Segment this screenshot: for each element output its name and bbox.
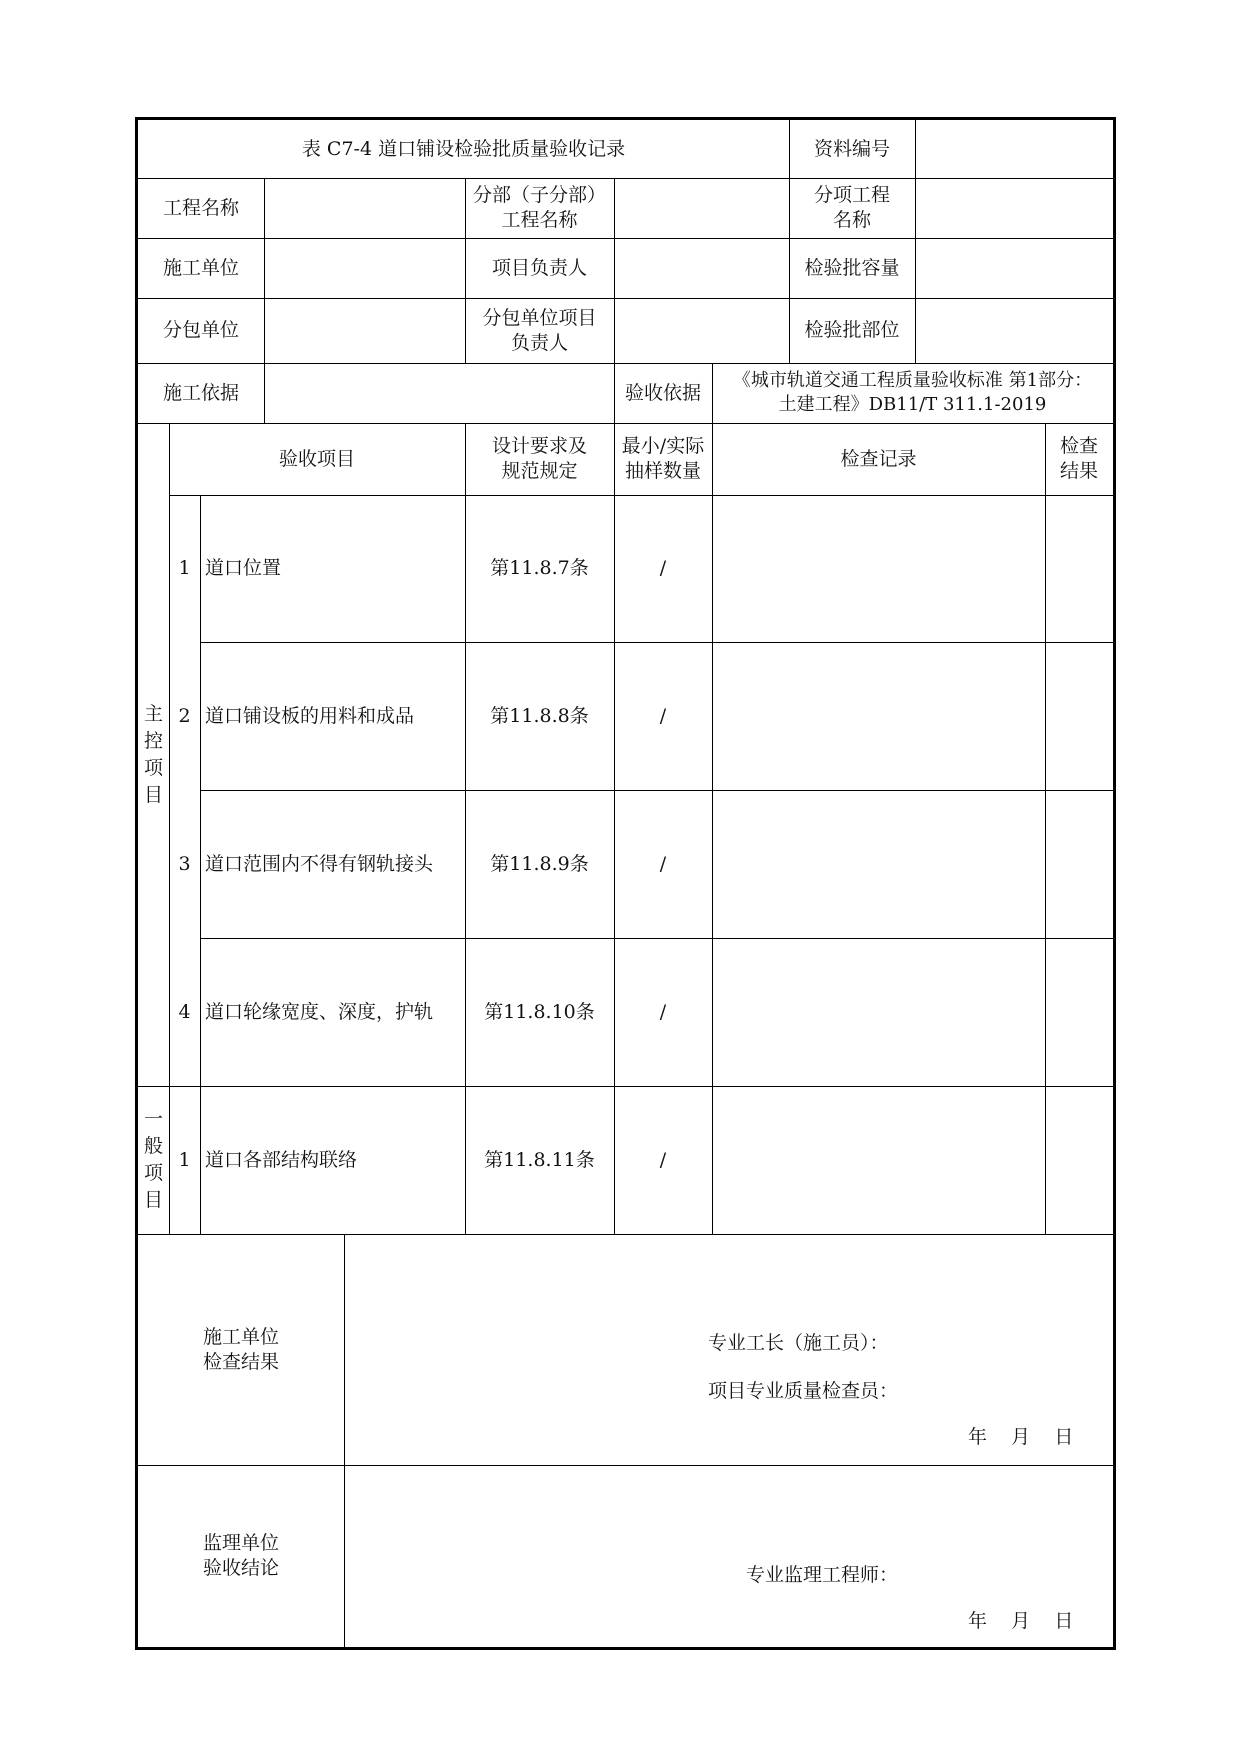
item-record-field[interactable] [712,642,1045,790]
column-header-requirement: 设计要求及 规范规定 [491,435,587,482]
constructor-field[interactable] [264,238,465,298]
form-title: 表 C7-4 道口铺设检验批质量验收记录 [301,137,626,160]
sub-division-field[interactable] [614,178,789,238]
item-name: 道口轮缘宽度、深度，护轨 [205,1000,434,1023]
batch-capacity-label: 检验批容量 [804,256,900,279]
column-header-result: 检查 结果 [1059,435,1098,482]
item-record-field[interactable] [712,790,1045,938]
project-name-label: 工程名称 [162,196,239,219]
batch-location-label: 检验批部位 [804,319,900,341]
item-name: 道口各部结构联络 [205,1148,358,1171]
acceptance-basis-label: 验收依据 [624,381,701,404]
item-record-field[interactable] [712,1086,1045,1234]
col-divider [344,1234,345,1647]
item-sample: / [659,852,667,875]
basis-label: 施工依据 [162,381,239,404]
inspector-signature[interactable]: 项目专业质量检查员： [708,1379,899,1402]
engineer-signature[interactable]: 专业监理工程师： [746,1563,899,1586]
item-result-field[interactable] [1045,938,1113,1086]
item-clause: 第11.8.11条 [484,1148,595,1171]
constructor-label: 施工单位 [162,256,239,279]
item-name: 道口位置 [205,557,282,579]
item-sample: / [659,557,667,579]
general-items-label: 一 般 项 目 [143,1108,163,1211]
batch-location-field[interactable] [915,298,1113,363]
item-result-field[interactable] [1045,1086,1113,1234]
construction-check-label: 施工单位 检查结果 [202,1325,279,1373]
item-number: 2 [178,704,191,727]
supervision-date[interactable]: 年 月 日 [968,1609,1074,1632]
project-name-field[interactable] [264,178,465,238]
subcontractor-label: 分包单位 [162,319,239,341]
inspection-record-form [135,117,1116,1650]
doc-no-field[interactable] [915,120,1113,178]
subcontractor-field[interactable] [264,298,465,363]
item-number: 1 [178,557,191,579]
project-lead-label: 项目负责人 [491,256,587,279]
basis-field[interactable] [264,363,614,423]
sub-item-field[interactable] [915,178,1113,238]
acceptance-basis-value: 《城市轨道交通工程质量验收标准 第1部分： 土建工程》DB11/T 311.1-2019 [732,370,1093,415]
supervision-check-label: 监理单位 验收结论 [202,1532,279,1579]
sub-division-label: 分部（子分部） 工程名称 [472,184,606,231]
main-control-items-label: 主 控 项 目 [143,702,163,806]
item-record-field[interactable] [712,938,1045,1086]
item-name: 道口范围内不得有钢轨接头 [205,852,434,875]
column-header-record: 检查记录 [840,447,917,470]
item-sample: / [659,704,667,727]
column-header-sample: 最小/实际 抽样数量 [621,435,705,482]
item-number: 3 [178,852,191,875]
item-clause: 第11.8.7条 [490,557,589,579]
sub-item-label: 分项工程 名称 [813,184,890,231]
item-record-field[interactable] [712,495,1045,642]
construction-date[interactable]: 年 月 日 [968,1425,1074,1448]
item-clause: 第11.8.9条 [490,852,589,875]
item-result-field[interactable] [1045,790,1113,938]
item-number: 4 [178,1000,191,1023]
item-sample: / [659,1148,667,1171]
item-number: 1 [178,1148,191,1171]
item-result-field[interactable] [1045,495,1113,642]
item-result-field[interactable] [1045,642,1113,790]
doc-no-label: 资料编号 [813,137,890,160]
column-header-item: 验收项目 [278,447,355,470]
item-sample: / [659,1000,667,1023]
batch-capacity-field[interactable] [915,238,1113,298]
sub-lead-field[interactable] [614,298,789,363]
foreman-signature[interactable]: 专业工长（施工员）： [708,1331,889,1354]
item-clause: 第11.8.10条 [484,1000,595,1023]
item-clause: 第11.8.8条 [490,704,589,727]
project-lead-field[interactable] [614,238,789,298]
item-name: 道口铺设板的用料和成品 [205,704,415,727]
sub-lead-label: 分包单位项目 负责人 [482,306,597,354]
